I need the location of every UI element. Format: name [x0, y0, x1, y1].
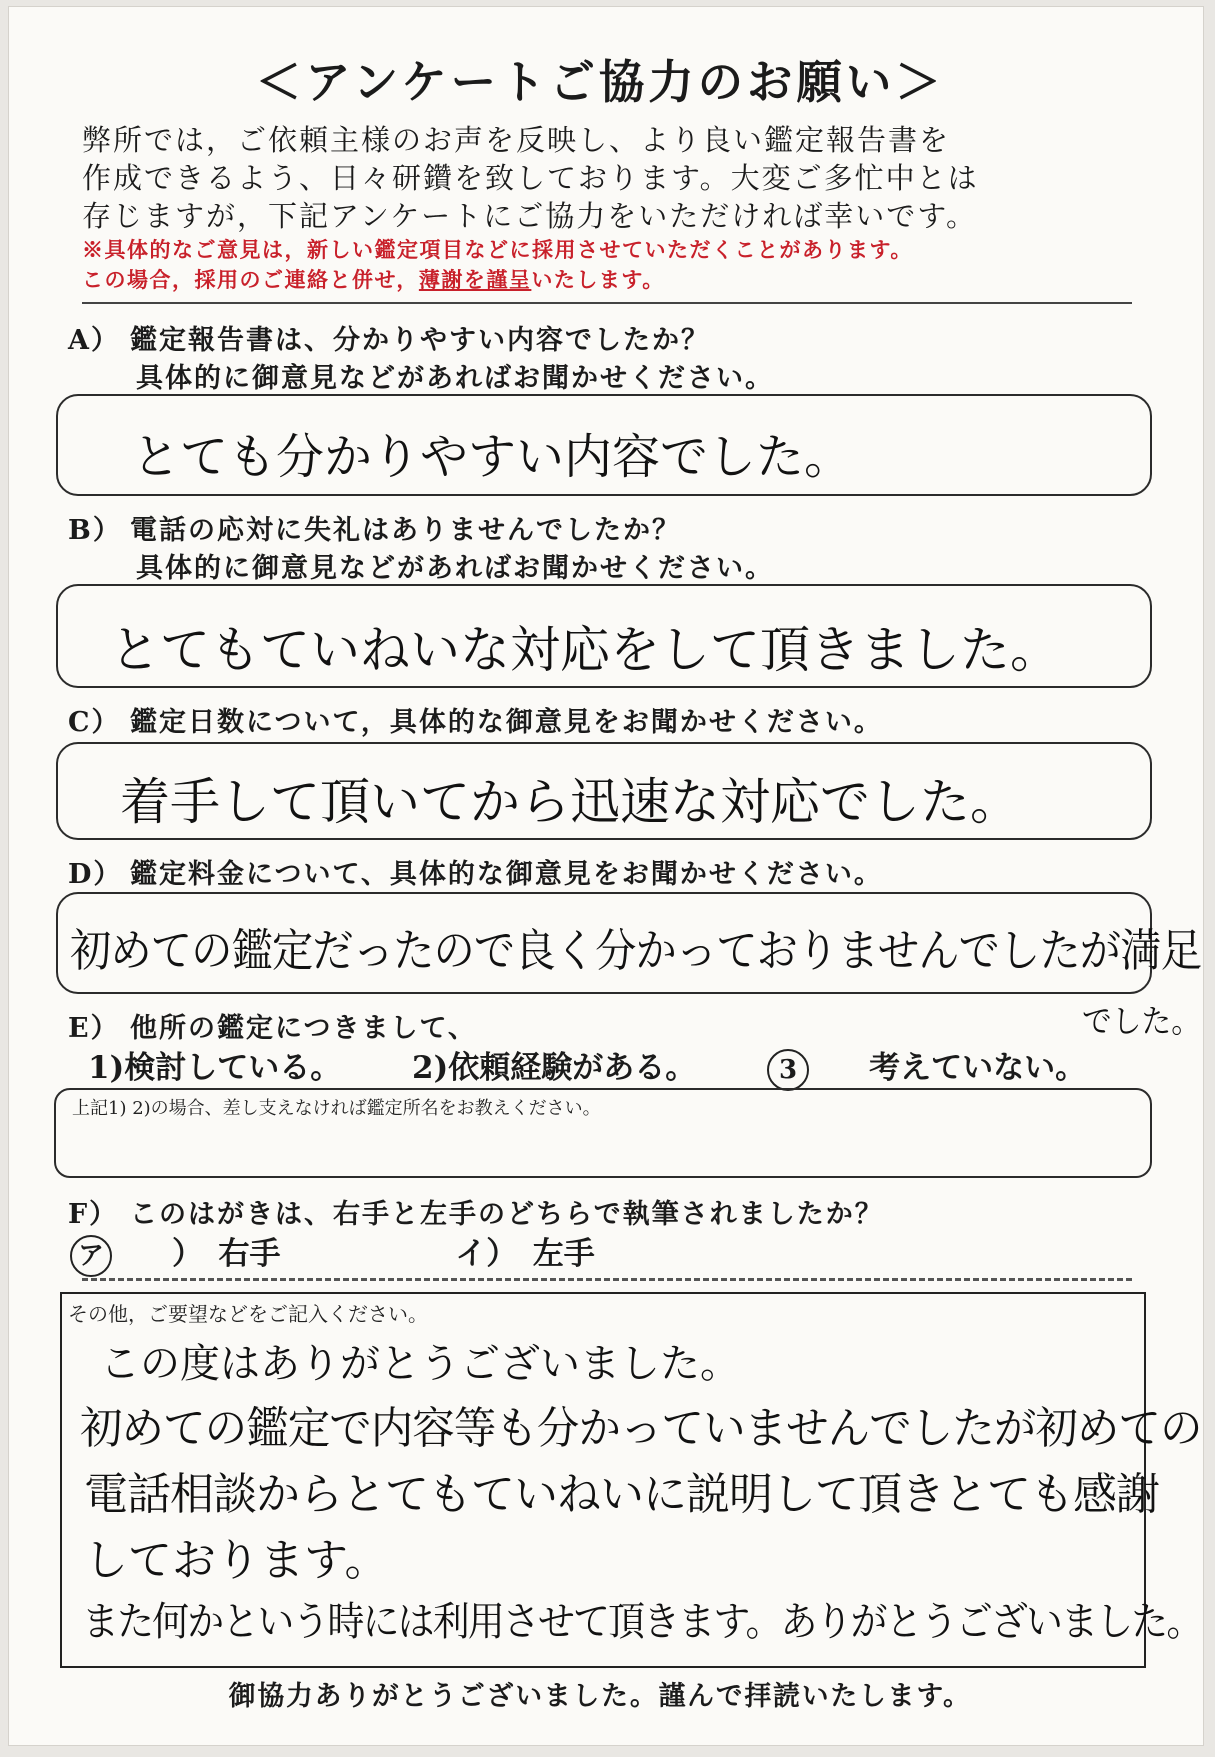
option-f-left[interactable]: イ） 左手	[455, 1236, 595, 1272]
comment-line-3: 電話相談からとてもていねいに説明して頂きとても感謝	[84, 1469, 1159, 1520]
question-f-options	[70, 1228, 655, 1277]
intro-line-3: 存じますが，下記アンケートにご協力をいただければ幸いです。	[82, 199, 977, 233]
comment-line-1: この度はありがとうございました。	[100, 1341, 740, 1387]
selected-circle-mark: ア	[70, 1235, 112, 1277]
question-e-options	[88, 1042, 1146, 1091]
question-f: F） このはがきは、右手と左手のどちらで執筆されましたか？	[68, 1199, 884, 1230]
question-b: B） 電話の応対に失礼はありませんでしたか？	[68, 515, 681, 546]
question-b-sub: 具体的に御意見などがあればお聞かせください。	[136, 553, 774, 584]
option-e-2[interactable]: 2)依頼経験がある。	[412, 1050, 697, 1086]
other-lab-note: 上記1) 2)の場合、差し支えなければ鑑定所名をお教えください。	[72, 1098, 601, 1119]
comment-line-5: また何かという時には利用させて頂きます。ありがとうございました。	[82, 1599, 1202, 1645]
question-a-sub: 具体的に御意見などがあればお聞かせください。	[136, 363, 774, 394]
dashed-divider	[82, 1278, 1132, 1281]
comment-line-4: しております。	[84, 1535, 389, 1586]
answer-a-handwriting: とても分かりやすい内容でした。	[132, 429, 853, 485]
question-a: A） 鑑定報告書は、分かりやすい内容でしたか？	[68, 325, 710, 356]
intro-line-1: 弊所では，ご依頼主様のお声を反映し、より良い鑑定報告書を	[82, 123, 951, 157]
intro-line-2: 作成できるよう、日々研鑽を致しております。大変ご多忙中とは	[82, 161, 979, 195]
answer-d-handwriting-line2: でした。	[1082, 1002, 1202, 1040]
note-line-1: ※具体的なご意見は，新しい鑑定項目などに採用させていただくことがあります。	[82, 237, 913, 262]
question-d: D） 鑑定料金について、具体的な御意見をお聞かせください。	[68, 859, 883, 890]
note-emphasis: 薄謝を謹呈	[418, 267, 532, 292]
answer-d-handwriting-line1: 初めての鑑定だったので良く分かっておりませんでしたが満足	[70, 924, 1201, 977]
divider	[82, 302, 1132, 304]
selected-circle-mark: 3	[767, 1049, 809, 1091]
option-f-right[interactable]: ア ） 右手	[70, 1236, 341, 1272]
footer-thanks: 御協力ありがとうございました。謹んで拝読いたします。	[228, 1681, 972, 1712]
answer-b-handwriting: とてもていねいな対応をして頂きました。	[110, 621, 1060, 679]
option-e-1[interactable]: 1)検討している。	[88, 1050, 342, 1086]
comments-label: その他，ご要望などをご記入ください。	[68, 1302, 428, 1326]
page-title: ＜アンケートご協力のお願い＞	[255, 55, 945, 109]
question-e: E） 他所の鑑定につきまして、	[68, 1013, 477, 1044]
option-e-3[interactable]: 3 考えていない。	[767, 1050, 1146, 1086]
note-line-2: この場合，採用のご連絡と併せ，薄謝を謹呈いたします。	[82, 267, 665, 292]
question-c: C） 鑑定日数について，具体的な御意見をお聞かせください。	[68, 707, 883, 738]
answer-c-handwriting: 着手して頂いてから迅速な対応でした。	[120, 773, 1020, 831]
comment-line-2: 初めての鑑定で内容等も分かっていませんでしたが初めての	[80, 1403, 1202, 1454]
